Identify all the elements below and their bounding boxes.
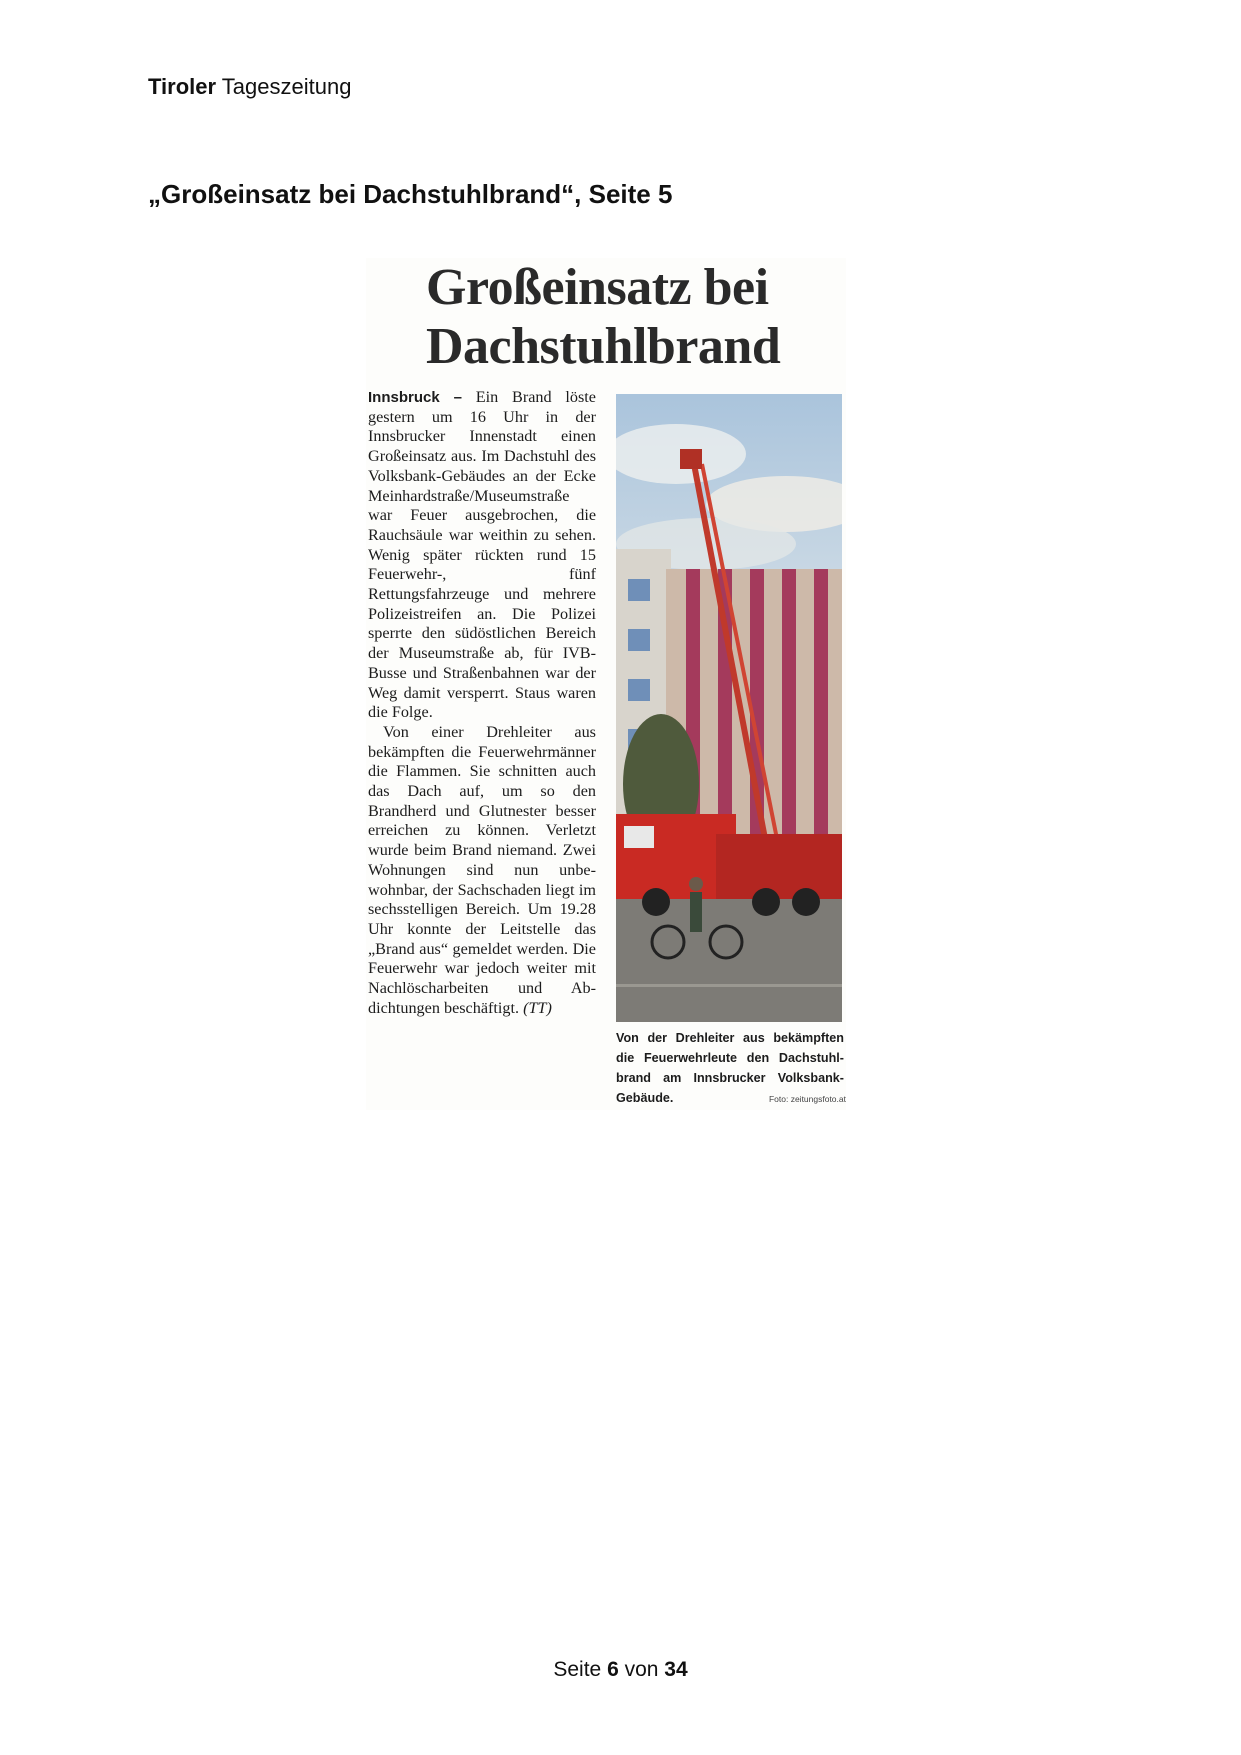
publication-name-regular: Tageszeitung <box>221 74 352 99</box>
headline-line-2: Dachstuhlbrand <box>426 318 781 375</box>
article-paragraph-2-text: Von einer Drehleiter aus bekämpften die Feuerwehrmänner die Flammen. Sie schnitten auch das Dach auf, um so den Brandherd und Glutnester besser erreichen zu können. Verletzt wurde beim Brand niemand. Zwei Wohnungen sind nun unbewohnbar, der Sachschaden liegt im sechsstelligen Bereich. Um 19.28 Uhr konnte der Leitstelle das „Brand aus“ gemeldet werden. Die Feuerwehr war jedoch weiter mit Nachlöscharbeiten und Abdichtungen beschäftigt. <box>368 722 596 1017</box>
article-dateline: Innsbruck – <box>368 389 462 406</box>
article-signature: (TT) <box>523 998 552 1017</box>
article-body <box>368 388 596 1019</box>
page-heading: „Großeinsatz bei Dachstuhlbrand“, Seite 5 <box>148 179 673 209</box>
photo-caption: Von der Drehleiter aus bekämpften die Feuerwehrleute den Dachstuhlbrand am Innsbrucker Volksbank-Gebäude. <box>616 1031 844 1105</box>
footer-prefix: Seite <box>553 1658 602 1681</box>
article-photo <box>616 394 842 1022</box>
article-paragraph-1-text: Ein Brand löste gestern um 16 Uhr in der Innsbrucker Innenstadt einen Großeinsatz aus. Im Dachstuhl des Volksbank-Gebäudes an der Ecke Meinhardstraße/Museumstraße war Feuer ausgebrochen, die Rauchsäule war weithin zu sehen. Wenig später rückten rund 15 Feuerwehr-, fünf Rettungsfahrzeuge und mehrere Polizeistreifen an. Die Polizei sperrte den südöstlichen Bereich der Museumstraße ab, für IVB-Busse und Straßenbahnen war der Weg damit versperrt. Staus waren die Folge. <box>368 388 596 722</box>
page-footer <box>0 1657 1241 1683</box>
article-headline <box>426 258 806 376</box>
article-paragraph-2 <box>368 723 596 1019</box>
publication-name-bold: Tiroler <box>148 74 217 99</box>
fire-ladder-photo <box>616 394 842 1022</box>
publication-name <box>148 74 351 100</box>
footer-middle: von <box>624 1658 659 1681</box>
article-paragraph-1 <box>368 388 596 723</box>
footer-current-page: 6 <box>607 1658 619 1681</box>
headline-line-1: Großeinsatz bei <box>426 259 769 316</box>
newspaper-clipping <box>366 258 846 1110</box>
footer-total-pages: 34 <box>664 1658 688 1681</box>
photo-credit: Foto: zeitungsfoto.at <box>768 1094 846 1104</box>
